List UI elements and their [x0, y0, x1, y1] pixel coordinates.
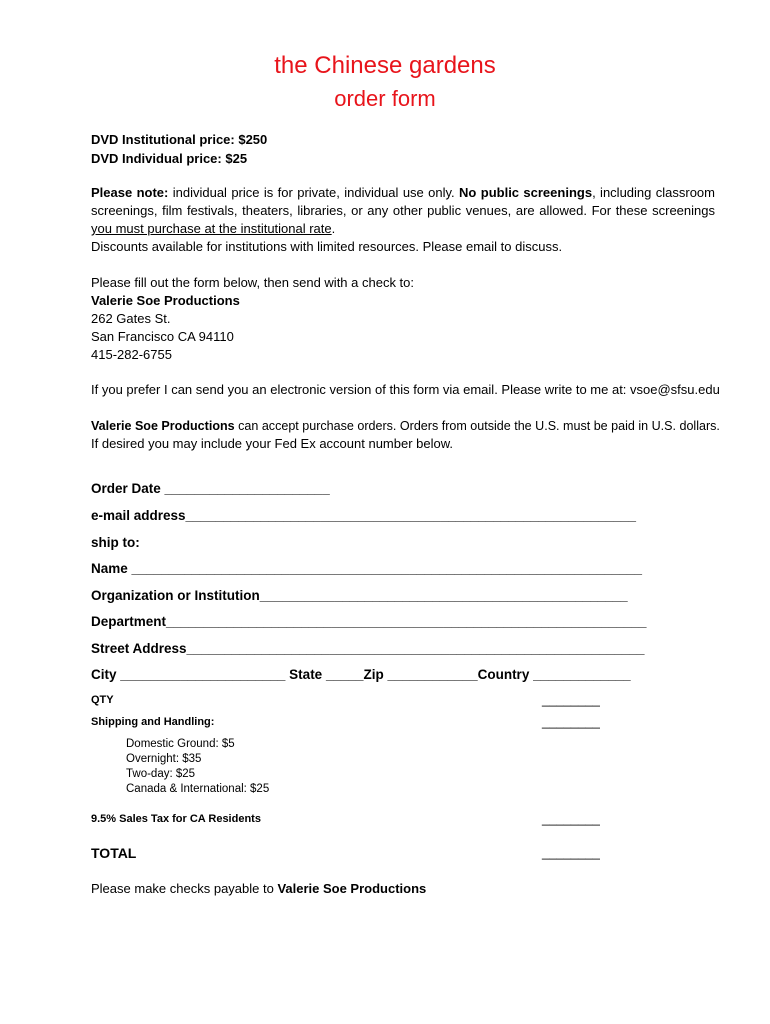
email-field: e-mail address____________________________________________________________: [91, 508, 637, 523]
shipping-blank: ________: [542, 714, 600, 729]
institutional-price: DVD Institutional price: $250: [91, 132, 268, 147]
department-field: Department________________________________________________________________: [91, 614, 647, 629]
note-label: Please note:: [91, 185, 169, 200]
purchase-company: Valerie Soe Productions: [91, 418, 235, 433]
sales-tax-label: 9.5% Sales Tax for CA Residents: [91, 813, 261, 825]
no-public-screenings: No public screenings: [459, 185, 593, 200]
institutional-rate-note: you must purchase at the institutional rate: [91, 221, 332, 236]
mailing-city: San Francisco CA 94110: [91, 329, 234, 344]
discounts-note: Discounts available for institutions with limited resources. Please email to discuss.: [91, 239, 563, 254]
mailing-intro: Please fill out the form below, then send with a check to:: [91, 275, 415, 290]
note-text-2: , including classroom screenings, film festivals, theaters, libraries, or any other public venues, are allowed. For these screenings: [91, 185, 715, 218]
name-field: Name ____________________________________________________________________: [91, 561, 643, 576]
mailing-company: Valerie Soe Productions: [91, 293, 240, 308]
order-date-field: Order Date ______________________: [91, 481, 330, 496]
total-blank: ________: [542, 845, 600, 860]
shipping-option: Domestic Ground: $5: [126, 738, 235, 750]
page-title: the Chinese gardens: [274, 52, 496, 79]
note-paragraph: [91, 184, 715, 238]
mailing-street: 262 Gates St.: [91, 311, 171, 326]
organization-field: Organization or Institution_________________________________________________: [91, 588, 628, 603]
qty-label: QTY: [91, 694, 114, 706]
shipping-label: Shipping and Handling:: [91, 716, 215, 728]
city-state-zip-country-field: City ______________________ State _____Zip ____________Country _____________: [91, 667, 631, 682]
note-text-3: .: [331, 221, 336, 236]
purchase-order-line: [91, 417, 720, 434]
note-text-1: individual price is for private, individual use only.: [168, 185, 460, 200]
qty-blank: ________: [542, 692, 600, 707]
sales-tax-blank: ________: [542, 811, 600, 826]
purchase-text: can accept purchase orders. Orders from outside the U.S. must be paid in U.S. dollars.: [234, 418, 720, 433]
checks-text: Please make checks payable to: [91, 881, 278, 896]
checks-company: Valerie Soe Productions: [277, 881, 427, 896]
page-subtitle: order form: [334, 86, 436, 111]
checks-payable-line: [91, 880, 426, 897]
email-request-line: If you prefer I can send you an electronic version of this form via email. Please write to me at: vsoe@sfsu.edu: [91, 382, 720, 397]
ship-to-label: ship to:: [91, 535, 140, 550]
shipping-options-list: [126, 737, 269, 797]
shipping-option: Canada & International: $25: [126, 783, 270, 795]
mailing-phone: 415-282-6755: [91, 347, 172, 362]
individual-price: DVD Individual price: $25: [91, 151, 248, 166]
shipping-option: Two-day: $25: [126, 768, 196, 780]
street-field: Street Address_____________________________________________________________: [91, 641, 645, 656]
fedex-line: If desired you may include your Fed Ex account number below.: [91, 436, 454, 451]
shipping-option: Overnight: $35: [126, 753, 202, 765]
total-label: TOTAL: [91, 845, 137, 861]
